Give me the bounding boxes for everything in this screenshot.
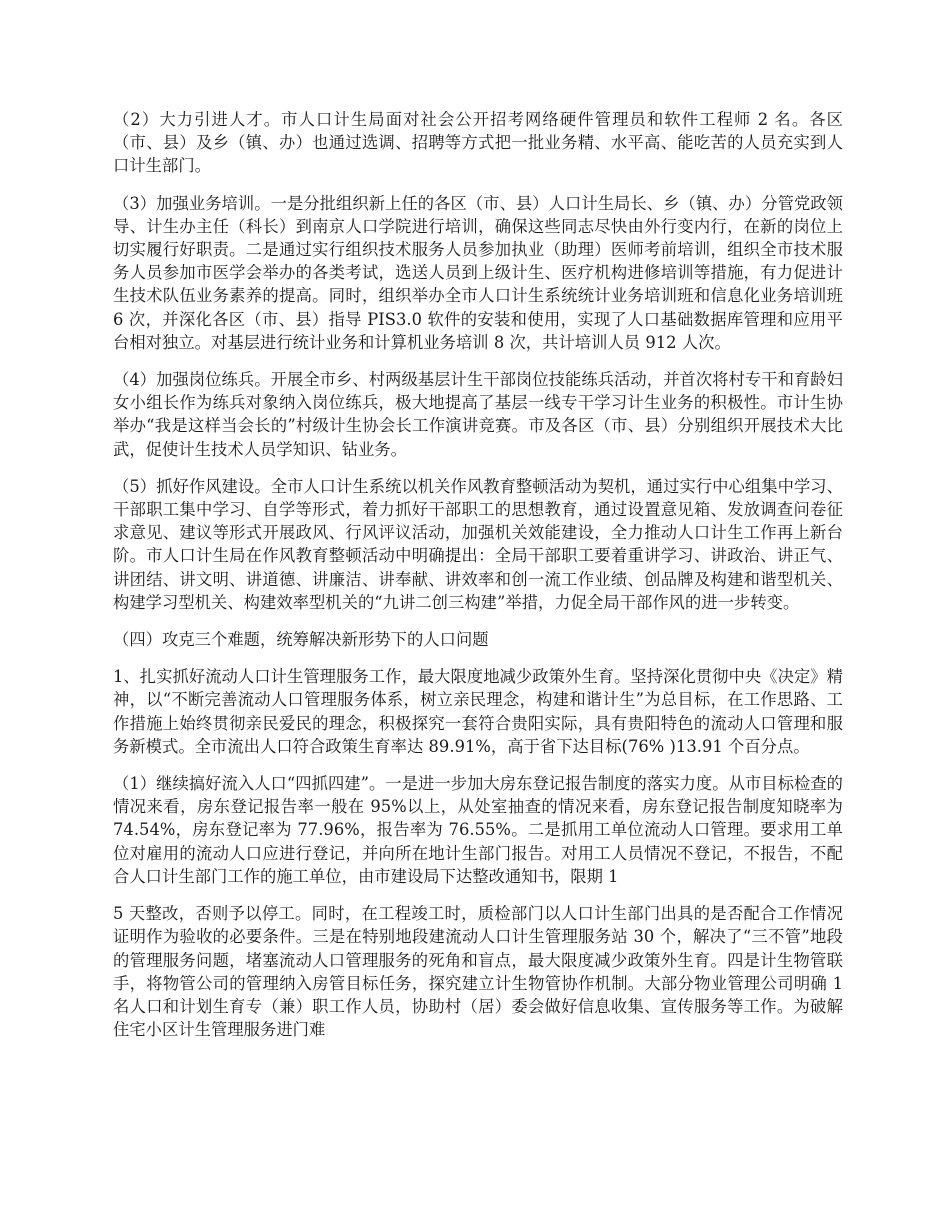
paragraph-talent-recruitment: （2）大力引进人才。市人口计生局面对社会公开招考网络硬件管理员和软件工程师 2 名。各区（市、县）及乡（镇、办）也通过选调、招聘等方式把一批业务精、水平高、能吃苦的人员充实到人口计生部门。 [113, 110, 843, 176]
paragraph-rectification: 5 天整改，否则予以停工。同时，在工程竣工时，质检部门以人口计生部门出具的是否配合工作情况证明作为验收的必要条件。三是在特别地段建流动人口计生管理服务站 30 个，解决了“三不管”地段的管理服务问题，堵塞流动人口管理服务的死角和盲点，最大限度减少政策外生育。四是计生物管联手，将物管公司的管理纳入房管目标任务，探究建立计生物管协作机制。大部分物业管理公司明确 1 名人口和计划生育专（兼）职工作人员，协助村（居）委会做好信息收集、宣传服务等工作。为破解住宅小区计生管理服务进门难 [113, 904, 843, 1040]
paragraph-work-style: （5）抓好作风建设。全市人口计生系统以机关作风教育整顿活动为契机，通过实行中心组集中学习、干部职工集中学习、自学等形式，着力抓好干部职工的思想教育，通过设置意见箱、发放调查问卷征求意见、建议等形式开展政风、行风评议活动，加强机关效能建设，全力推动人口计生工作再上新台阶。市人口计生局在作风教育整顿活动中明确提出：全局干部职工要着重讲学习、讲政治、讲正气、讲团结、讲文明、讲道德、讲廉洁、讲奉献、讲效率和创一流工作业绩、创品牌及构建和谐型机关、构建学习型机关、构建效率型机关的“九讲二创三构建”举措，力促全局干部作风的进一步转变。 [113, 476, 843, 612]
section-heading: （四）攻克三个难题，统筹解决新形势下的人口问题 [113, 630, 489, 650]
document-body [113, 108, 843, 1055]
paragraph-four-grasps: （1）继续搞好流入人口“四抓四建”。一是进一步加大房东登记报告制度的落实力度。从市目标检查的情况来看，房东登记报告率一般在 95%以上，从处室抽查的情况来看，房东登记报告制度知晓率为 74.54%，房东登记率为 77.96%，报告率为 76.55%。二是抓用工单位流动人口管理。要求用工单位对雇用的流动人口应进行登记，并向所在地计生部门报告。对用工人员情况不登记，不报告，不配合人口计生部门工作的施工单位，由市建设局下达整改通知书，限期 1 [113, 774, 843, 886]
paragraph-floating-population: 1、扎实抓好流动人口计生管理服务工作，最大限度地减少政策外生育。坚持深化贯彻中央《决定》精神，以“不断完善流动人口管理服务体系，树立亲民理念，构建和谐计生”为总目标，在工作思路、工作措施上始终贯彻亲民爱民的理念，积极探究一套符合贵阳实际，具有贵阳特色的流动人口管理和服务新模式。全市流出人口符合政策生育率达 89.91%，高于省下达目标(76% )13.91 个百分点。 [113, 667, 843, 756]
paragraph-post-training: （4）加强岗位练兵。开展全市乡、村两级基层计生干部岗位技能练兵活动，并首次将村专干和育龄妇女小组长作为练兵对象纳入岗位练兵，极大地提高了基层一线专干学习计生业务的积极性。市计生协举办“我是这样当会长的”村级计生协会长工作演讲竞赛。市及各区（市、县）分别组织开展技术大比武，促使计生技术人员学知识、钻业务。 [113, 370, 843, 459]
paragraph-business-training: （3）加强业务培训。一是分批组织新上任的各区（市、县）人口计生局长、乡（镇、办）分管党政领导、计生办主任（科长）到南京人口学院进行培训，确保这些同志尽快由外行变内行，在新的岗位上切实履行好职责。二是通过实行组织技术服务人员参加执业（助理）医师考前培训，组织全市技术服务人员参加市医学会举办的各类考试，选送人员到上级计生、医疗机构进修培训等措施，有力促进计生技术队伍业务素养的提高。同时，组织举办全市人口计生系统统计业务培训班和信息化业务培训班 6 次，并深化各区（市、县）指导 PIS3.0 软件的安装和使用，实现了人口基础数据库管理和应用平台相对独立。对基层进行统计业务和计算机业务培训 8 次，共计培训人员 912 人次。 [113, 193, 843, 352]
